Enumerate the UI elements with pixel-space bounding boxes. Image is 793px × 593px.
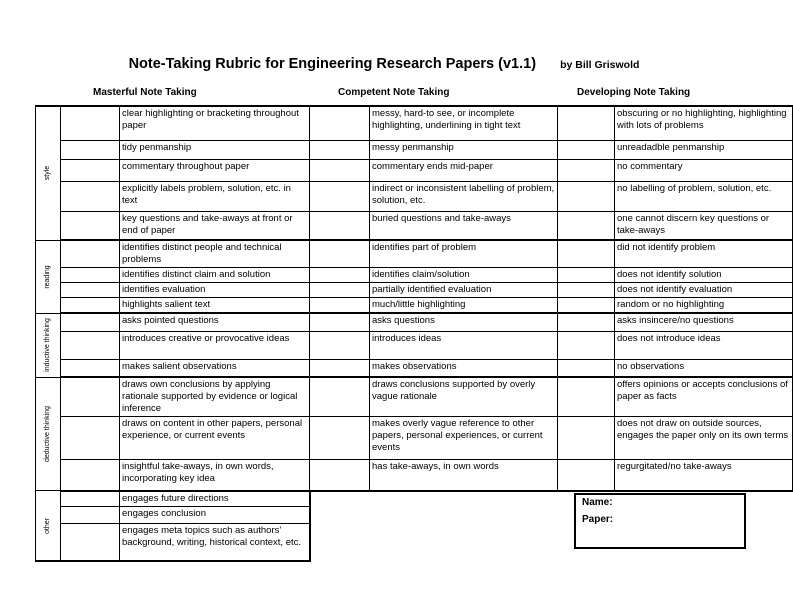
competent-cell: partially identified evaluation bbox=[370, 283, 558, 298]
competent-cell: messy penmanship bbox=[370, 140, 558, 159]
competent-cell: indirect or inconsistent labelling of problem, solution, etc. bbox=[370, 181, 558, 211]
table-row bbox=[36, 159, 793, 181]
rubric-title: Note-Taking Rubric for Engineering Research Papers (v1.1) bbox=[128, 56, 537, 72]
table-row bbox=[36, 240, 793, 268]
masterful-cell: asks pointed questions bbox=[120, 313, 310, 331]
table-row bbox=[36, 460, 793, 491]
table-row bbox=[36, 359, 793, 377]
masterful-cell: tidy penmanship bbox=[120, 140, 310, 159]
author-credit: by Bill Griswold bbox=[560, 59, 640, 71]
category-reading: reading bbox=[36, 240, 61, 313]
table-row bbox=[36, 331, 793, 359]
masterful-cell: explicitly labels problem, solution, etc. in text bbox=[120, 181, 310, 211]
developing-cell: random or no highlighting bbox=[615, 298, 793, 314]
table-row bbox=[36, 313, 793, 331]
developing-cell: does not identify evaluation bbox=[615, 283, 793, 298]
masterful-cell: clear highlighting or bracketing throughout paper bbox=[120, 106, 310, 140]
developing-cell: asks insincere/no questions bbox=[615, 313, 793, 331]
page-title bbox=[0, 56, 768, 72]
developing-cell: regurgitated/no take-aways bbox=[615, 460, 793, 491]
competent-cell: identifies claim/solution bbox=[370, 268, 558, 283]
masterful-cell: identifies distinct claim and solution bbox=[120, 268, 310, 283]
developing-cell: did not identify problem bbox=[615, 240, 793, 268]
column-header-competent: Competent Note Taking bbox=[338, 87, 450, 98]
category-deductive-thinking: deductive thinking bbox=[36, 377, 61, 491]
name-label: Name: bbox=[582, 497, 613, 508]
table-row bbox=[36, 140, 793, 159]
developing-cell: no labelling of problem, solution, etc. bbox=[615, 181, 793, 211]
masterful-cell: highlights salient text bbox=[120, 298, 310, 314]
masterful-cell: engages conclusion bbox=[120, 506, 310, 523]
competent-cell: commentary ends mid-paper bbox=[370, 159, 558, 181]
competent-cell: makes overly vague reference to other papers, personal experiences, or current events bbox=[370, 417, 558, 460]
table-row bbox=[36, 211, 793, 240]
masterful-cell: draws own conclusions by applying rationale supported by evidence or logical inference bbox=[120, 377, 310, 417]
name-paper-box bbox=[574, 493, 746, 549]
developing-cell: does not identify solution bbox=[615, 268, 793, 283]
category-style: style bbox=[36, 106, 61, 240]
category-inductive-thinking: inductive thinking bbox=[36, 313, 61, 377]
table-row bbox=[36, 298, 793, 314]
competent-cell: much/little highlighting bbox=[370, 298, 558, 314]
competent-cell: asks questions bbox=[370, 313, 558, 331]
competent-cell: buried questions and take-aways bbox=[370, 211, 558, 240]
developing-cell: unreadadble penmanship bbox=[615, 140, 793, 159]
competent-cell: makes observations bbox=[370, 359, 558, 377]
masterful-cell: engages future directions bbox=[120, 491, 310, 507]
developing-cell: does not introduce ideas bbox=[615, 331, 793, 359]
competent-cell: messy, hard-to see, or incomplete highlighting, underlining in tight text bbox=[370, 106, 558, 140]
masterful-cell: draws on content in other papers, personal experience, or current events bbox=[120, 417, 310, 460]
masterful-cell: identifies evaluation bbox=[120, 283, 310, 298]
table-row bbox=[36, 106, 793, 140]
masterful-cell: key questions and take-aways at front or end of paper bbox=[120, 211, 310, 240]
masterful-cell: makes salient observations bbox=[120, 359, 310, 377]
table-row bbox=[36, 377, 793, 417]
competent-cell: draws conclusions supported by overly vague rationale bbox=[370, 377, 558, 417]
developing-cell: obscuring or no highlighting, highlighting with lots of problems bbox=[615, 106, 793, 140]
developing-cell: no observations bbox=[615, 359, 793, 377]
developing-cell: no commentary bbox=[615, 159, 793, 181]
column-header-developing: Developing Note Taking bbox=[577, 87, 691, 98]
table-row bbox=[36, 283, 793, 298]
masterful-cell: identifies distinct people and technical problems bbox=[120, 240, 310, 268]
developing-cell: offers opinions or accepts conclusions of paper as facts bbox=[615, 377, 793, 417]
column-header-masterful: Masterful Note Taking bbox=[93, 87, 197, 98]
paper-label: Paper: bbox=[582, 514, 614, 525]
category-other: other bbox=[36, 491, 61, 562]
competent-cell: introduces ideas bbox=[370, 331, 558, 359]
competent-cell: identifies part of problem bbox=[370, 240, 558, 268]
masterful-cell: commentary throughout paper bbox=[120, 159, 310, 181]
competent-cell: has take-aways, in own words bbox=[370, 460, 558, 491]
developing-cell: one cannot discern key questions or take-aways bbox=[615, 211, 793, 240]
table-row bbox=[36, 181, 793, 211]
table-row bbox=[36, 268, 793, 283]
masterful-cell: introduces creative or provocative ideas bbox=[120, 331, 310, 359]
table-row bbox=[36, 417, 793, 460]
masterful-cell: insightful take-aways, in own words, incorporating key idea bbox=[120, 460, 310, 491]
developing-cell: does not draw on outside sources, engages the paper only on its own terms bbox=[615, 417, 793, 460]
masterful-cell: engages meta topics such as authors' background, writing, historical context, etc. bbox=[120, 523, 310, 561]
